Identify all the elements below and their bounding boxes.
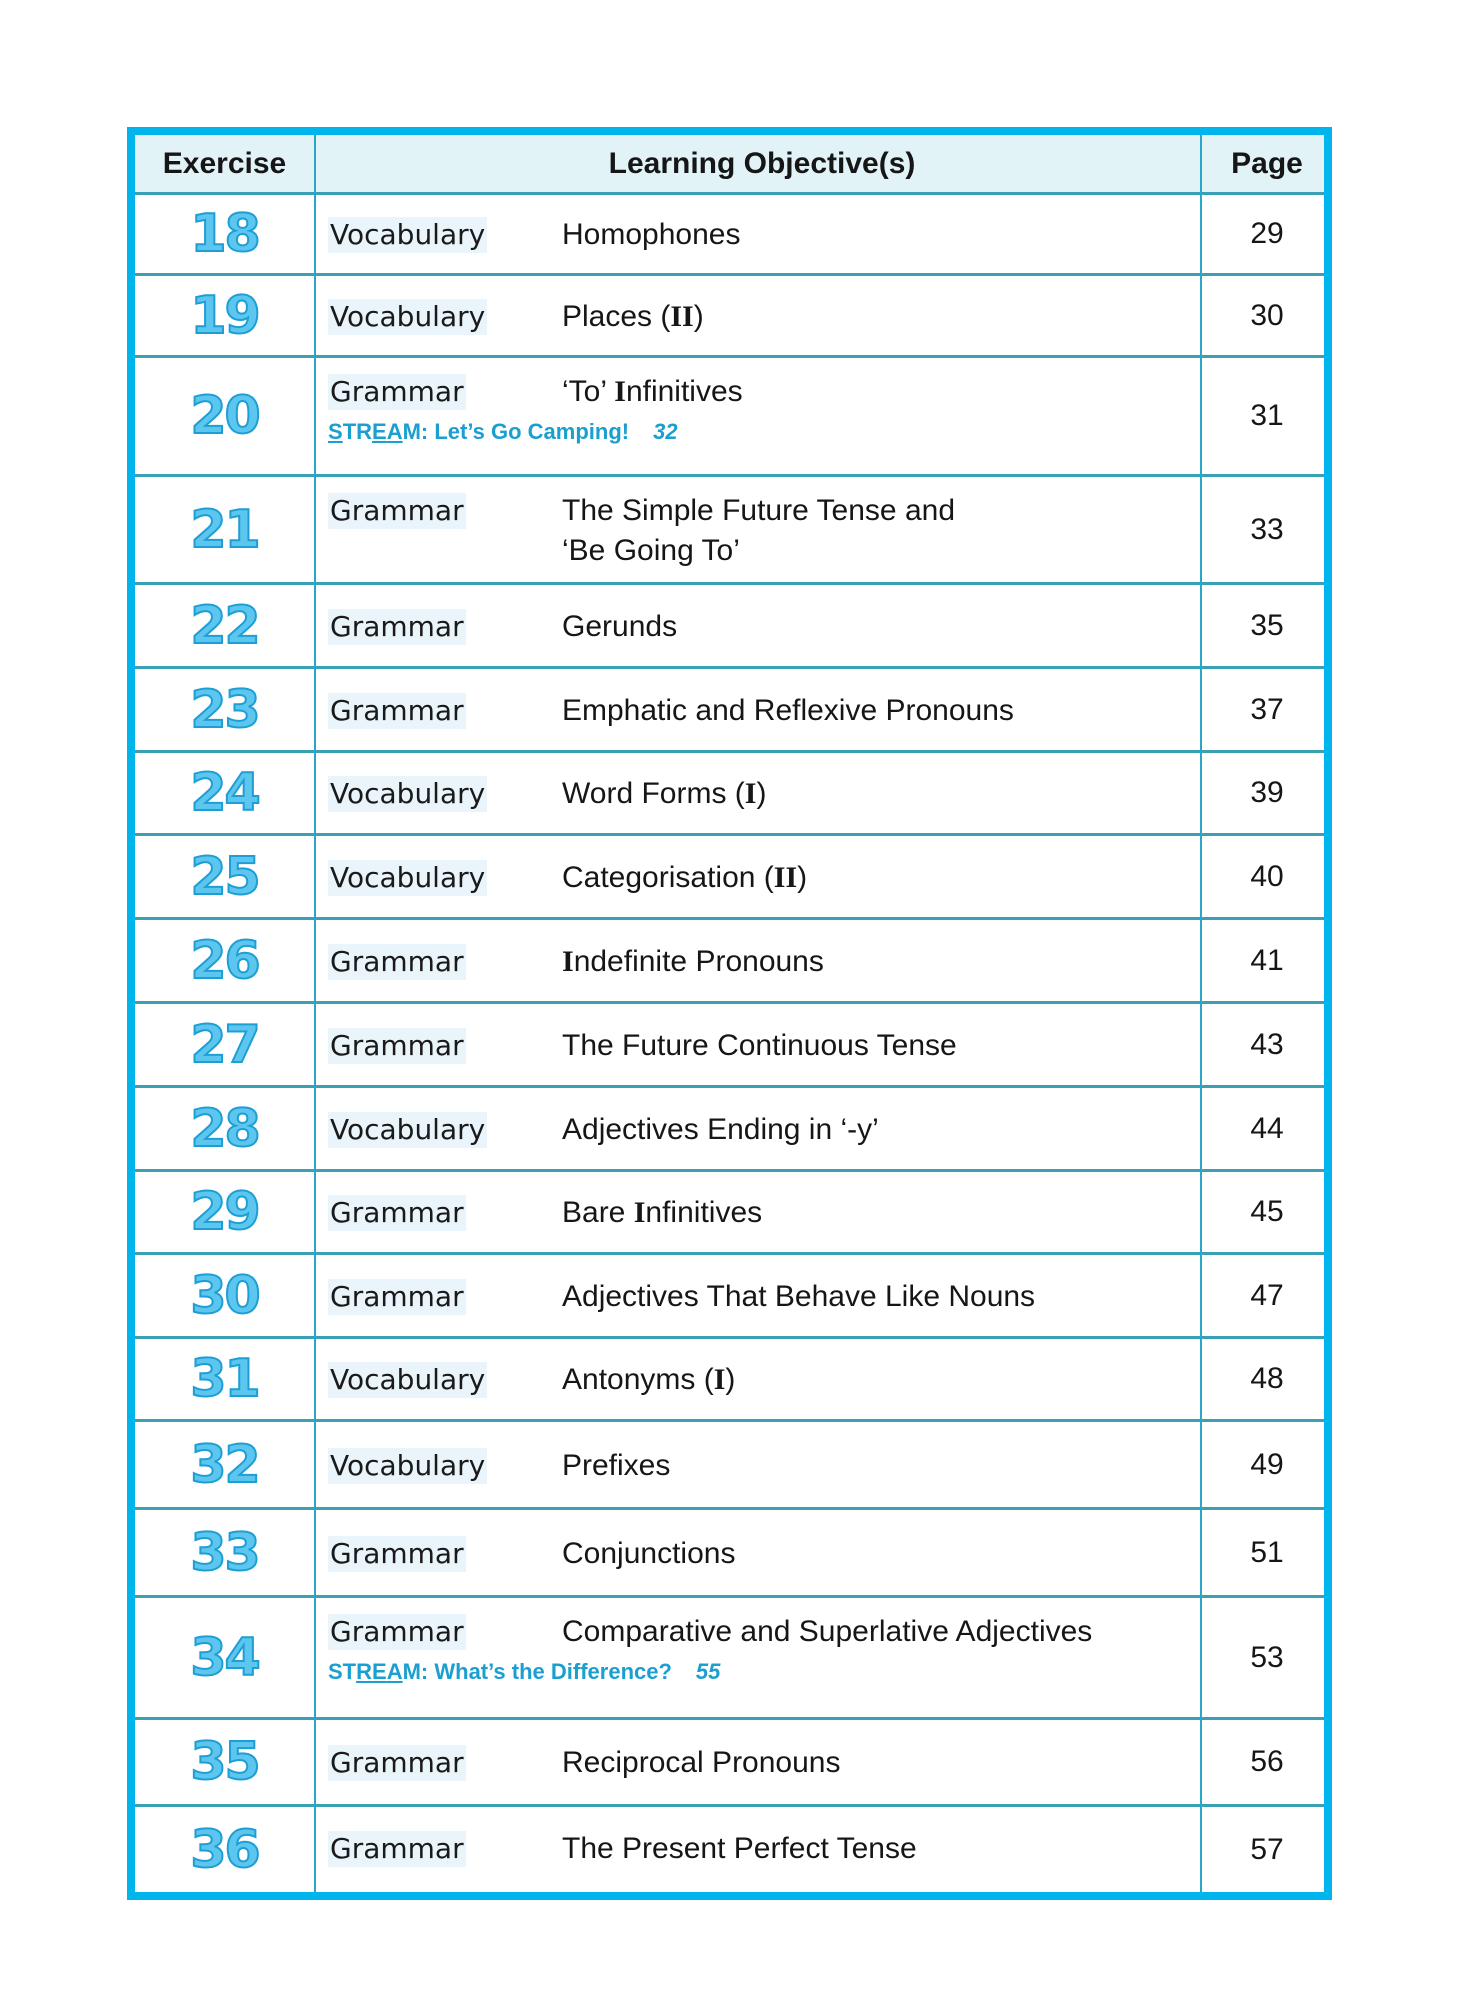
category-label: Grammar (330, 1279, 464, 1313)
objective-text: Word Forms (I) (562, 777, 767, 810)
table-of-contents (127, 127, 1332, 1900)
objective-text: ‘To’ Infinitives (562, 375, 743, 408)
objective-text: Homophones (562, 218, 741, 251)
stream-link[interactable] (328, 1658, 720, 1686)
header-exercise: Exercise (162, 147, 287, 180)
objective-text: Places (II) (562, 299, 704, 333)
stream-title: : Let’s Go Camping! (420, 419, 630, 444)
exercise-number: 20 (190, 386, 259, 446)
header-page: Page (1231, 147, 1303, 180)
objective-text: Adjectives That Behave Like Nouns (562, 1279, 1036, 1313)
objective-text: The Simple Future Tense and ‘Be Going To’ (562, 494, 956, 567)
objective-text: Antonyms (I) (562, 1363, 736, 1396)
page-number: 37 (1250, 692, 1284, 726)
category-label: Grammar (330, 944, 464, 978)
stream-link[interactable] (328, 418, 678, 446)
category-label: Vocabulary (330, 777, 486, 810)
category-label: Grammar (330, 1196, 464, 1229)
page-number: 53 (1250, 1640, 1284, 1674)
exercise-number: 31 (190, 1349, 259, 1409)
category-label: Grammar (330, 1536, 464, 1570)
objective-text: The Present Perfect Tense (562, 1832, 917, 1865)
exercise-number: 34 (190, 1627, 259, 1688)
category-label: Vocabulary (330, 1448, 486, 1482)
stream-label: STREAM (328, 1659, 421, 1684)
exercise-number: 18 (190, 204, 259, 264)
category-label: Grammar (330, 1746, 464, 1779)
exercise-number: 35 (190, 1732, 259, 1792)
category-label: Grammar (330, 693, 464, 727)
objective-text: Gerunds (562, 609, 678, 643)
column-divider (1200, 135, 1202, 1892)
stream-page: 32 (653, 419, 678, 444)
page-number: 35 (1250, 608, 1284, 642)
stream-label: STREAM (328, 419, 421, 444)
objective-text: Categorisation (II) (562, 860, 808, 894)
exercise-number: 19 (190, 285, 259, 346)
objective-text: Conjunctions (562, 1536, 736, 1570)
header-objectives: Learning Objective(s) (608, 147, 916, 180)
exercise-number: 33 (190, 1522, 259, 1583)
objective-text: Adjectives Ending in ‘-y’ (562, 1112, 879, 1146)
objective-text: Bare Infinitives (562, 1196, 763, 1229)
exercise-number: 22 (190, 595, 259, 656)
objective-text: Comparative and Superlative Adjectives (562, 1615, 1093, 1648)
category-label: Vocabulary (330, 299, 486, 333)
page-number: 45 (1250, 1195, 1284, 1228)
page-number: 51 (1250, 1535, 1284, 1569)
exercise-number: 27 (190, 1014, 259, 1075)
page-number: 49 (1250, 1447, 1284, 1481)
exercise-number: 29 (190, 1182, 259, 1242)
objective-text: Prefixes (562, 1448, 671, 1482)
category-label: Grammar (330, 1028, 464, 1062)
exercise-number: 30 (190, 1265, 259, 1326)
exercise-number: 26 (190, 930, 259, 991)
page-number: 48 (1250, 1362, 1284, 1395)
page-number: 44 (1250, 1111, 1284, 1145)
page-number: 47 (1250, 1278, 1284, 1312)
page-number: 30 (1250, 298, 1284, 332)
page-number: 57 (1250, 1832, 1284, 1866)
column-divider (314, 135, 316, 1892)
exercise-number: 32 (190, 1434, 259, 1495)
objective-text: The Future Continuous Tense (562, 1028, 957, 1062)
objective-text: Indefinite Pronouns (562, 944, 824, 978)
category-label: Grammar (330, 609, 464, 643)
category-label: Vocabulary (330, 860, 486, 894)
exercise-number: 36 (190, 1819, 259, 1880)
exercise-number: 24 (190, 763, 259, 823)
page-number: 39 (1250, 776, 1284, 809)
page-number: 40 (1250, 859, 1284, 893)
stream-page: 55 (695, 1659, 721, 1684)
page-number: 29 (1250, 217, 1284, 250)
category-label: Grammar (330, 1832, 464, 1865)
category-label: Vocabulary (330, 218, 486, 251)
page-number: 56 (1250, 1745, 1284, 1778)
page-number: 31 (1250, 399, 1284, 432)
objective-text: Reciprocal Pronouns (562, 1746, 841, 1779)
page-number: 43 (1250, 1027, 1284, 1061)
exercise-number: 21 (190, 499, 259, 560)
page-number: 41 (1250, 943, 1284, 977)
category-label: Grammar (330, 494, 464, 527)
exercise-number: 28 (190, 1098, 259, 1159)
exercise-number: 25 (190, 846, 259, 907)
page-number: 33 (1250, 512, 1284, 546)
category-label: Grammar (330, 1615, 464, 1648)
category-label: Vocabulary (330, 1363, 486, 1396)
objective-text: Emphatic and Reflexive Pronouns (562, 693, 1014, 727)
category-label: Grammar (330, 375, 464, 408)
category-label: Vocabulary (330, 1112, 486, 1146)
exercise-number: 23 (190, 679, 259, 740)
stream-title: : What’s the Difference? (420, 1659, 672, 1684)
